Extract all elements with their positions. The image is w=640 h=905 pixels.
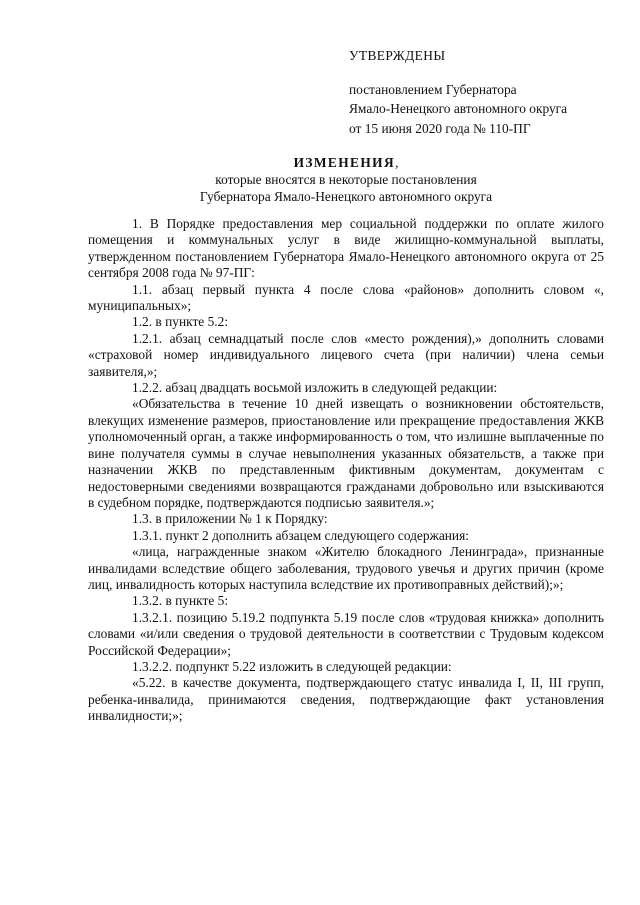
paragraph: 1.2.1. абзац семнадцатый после слов «место рождения),» дополнить словами «страховой номер индивидуального лицевого счета (при наличии) члена семьи заявителя,»;: [88, 330, 604, 379]
approval-stamp: УТВЕРЖДЕНЫ: [349, 48, 446, 63]
approval-line: Ямало-Ненецкого автономного округа: [349, 101, 568, 116]
approval-block: [349, 46, 567, 138]
paragraph: 1.2.2. абзац двадцать восьмой изложить в следующей редакции:: [132, 380, 498, 396]
paragraph: 1.3. в приложении № 1 к Порядку:: [132, 511, 328, 527]
paragraph: 1.3.2.2. подпункт 5.22 изложить в следующей редакции:: [132, 658, 452, 674]
paragraph: 1.1. абзац первый пункта 4 после слова «районов» дополнить словом «, муниципальных»;: [88, 281, 604, 314]
document-body: [88, 216, 604, 725]
heading-title-row: [88, 154, 604, 171]
paragraph: «5.22. в качестве документа, подтверждающего статус инвалида I, II, III групп, ребенка-инвалида, принимаются сведения, подтверждающие факт установления инвалидности;»;: [88, 675, 604, 724]
title-suffix: ,: [395, 155, 399, 170]
paragraph: «Обязательства в течение 10 дней извещать о возникновении обстоятельств, влекущих изменение размеров, приостановление или прекращение предоставления ЖКВ уполномоченный орган, а также информированность о том, что излишне выплаченные по вине получателя суммы в случае невыполнения указанных обязательств, а также при назначении ЖКВ по представленным фиктивным документам, документам с недостоверными сведениями возвращаются гражданами добровольно или взыскиваются в судебном порядке, подтверждаются подписью заявителя.»;: [88, 396, 604, 510]
paragraph: 1.3.1. пункт 2 дополнить абзацем следующего содержания:: [132, 527, 469, 543]
document-subtitle-line: которые вносятся в некоторые постановления: [215, 172, 477, 187]
approval-line: постановлением Губернатора: [349, 81, 517, 97]
paragraph: 1.3.2. в пункте 5:: [132, 593, 229, 609]
document-subtitle-line: Губернатора Ямало-Ненецкого автономного округа: [199, 189, 493, 204]
document-title: ИЗМЕНЕНИЯ: [293, 155, 396, 170]
document-heading: [88, 154, 604, 205]
approval-line: от 15 июня 2020 года № 110-ПГ: [349, 120, 531, 136]
paragraph: 1. В Порядке предоставления мер социальной поддержки по оплате жилого помещения и коммунальных услуг в виде жилищно-коммунальной выплаты, утвержденном постановлением Губернатора Ямало-Ненецкого автономного округа от 25 сентября 2008 года № 97-ПГ:: [88, 216, 604, 281]
paragraph: 1.2. в пункте 5.2:: [132, 314, 229, 330]
paragraph: «лица, награжденные знаком «Жителю блокадного Ленинграда», признанные инвалидами вследствие общего заболевания, трудового увечья и других причин (кроме лиц, инвалидность которых наступила вследствие их противоправных действий);»;: [88, 544, 604, 592]
paragraph: 1.3.2.1. позицию 5.19.2 подпункта 5.19 после слов «трудовая книжка» дополнить словами «и/или сведения о трудовой деятельности в соответствии с Трудовым кодексом Российской Федерации»;: [88, 609, 604, 658]
